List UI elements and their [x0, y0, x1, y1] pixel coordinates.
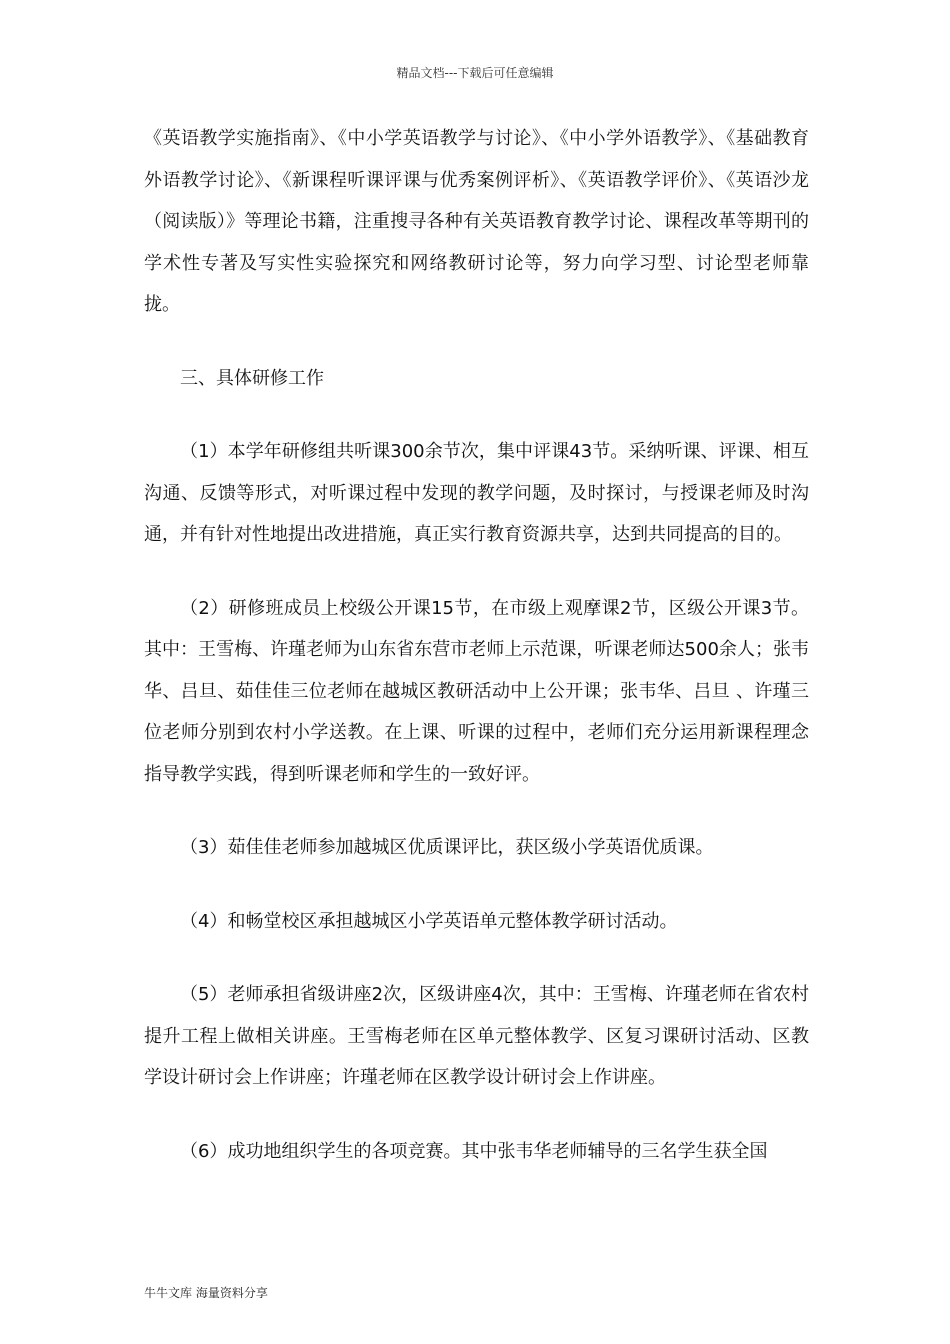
paragraph-item-5: （5）老师承担省级讲座2次，区级讲座4次，其中：王雪梅、许瑾老师在省农村提升工程上做相关讲座。王雪梅老师在区单元整体教学、区复习课研讨活动、区教学设计研讨会上作讲座；许瑾老师在区教学设计研讨会上作讲座。 — [144, 984, 809, 1088]
paragraph-item-6: （6）成功地组织学生的各项竞赛。其中张韦华老师辅导的三名学生获全国 — [180, 1140, 768, 1162]
page-footer: 牛牛文库 海量资料分享 — [144, 1286, 268, 1300]
paragraph-item-2: （2）研修班成员上校级公开课15节，在市级上观摩课2节，区级公开课3节。其中：王雪梅、许瑾老师为山东省东营市老师上示范课，听课老师达500余人；张韦华、吕旦、茹佳佳三位老师在越城区教研活动中上公开课；张韦华、吕旦 、许瑾三位老师分别到农村小学送教。在上课、听课的过程中，老师们充分运用新课程理念指导教学实践，得到听课老师和学生的一致好评。 — [144, 597, 809, 785]
section-heading: 三、具体研修工作 — [180, 367, 324, 389]
paragraph-item-4: （4）和畅堂校区承担越城区小学英语单元整体教学研讨活动。 — [180, 910, 678, 932]
page-header: 精品文档---下载后可任意编辑 — [396, 66, 554, 80]
document-body — [144, 118, 809, 1172]
paragraph-book-list: 《英语教学实施指南》、《中小学英语教学与讨论》、《中小学外语教学》、《基础教育外语教学讨论》、《新课程听课评课与优秀案例评析》、《英语教学评价》、《英语沙龙（阅读版）》等理论书籍，注重搜寻各种有关英语教育教学讨论、课程改革等期刊的学术性专著及写实性实验探究和网络教研讨论等，努力向学习型、讨论型老师靠拢。 — [144, 128, 809, 315]
paragraph-item-1: （1）本学年研修组共听课300余节次，集中评课43节。采纳听课、评课、相互沟通、反馈等形式，对听课过程中发现的教学问题，及时探讨，与授课老师及时沟通，并有针对性地提出改进措施，真正实行教育资源共享，达到共同提高的目的。 — [144, 441, 809, 545]
paragraph-item-3: （3）茹佳佳老师参加越城区优质课评比，获区级小学英语优质课。 — [180, 837, 714, 858]
